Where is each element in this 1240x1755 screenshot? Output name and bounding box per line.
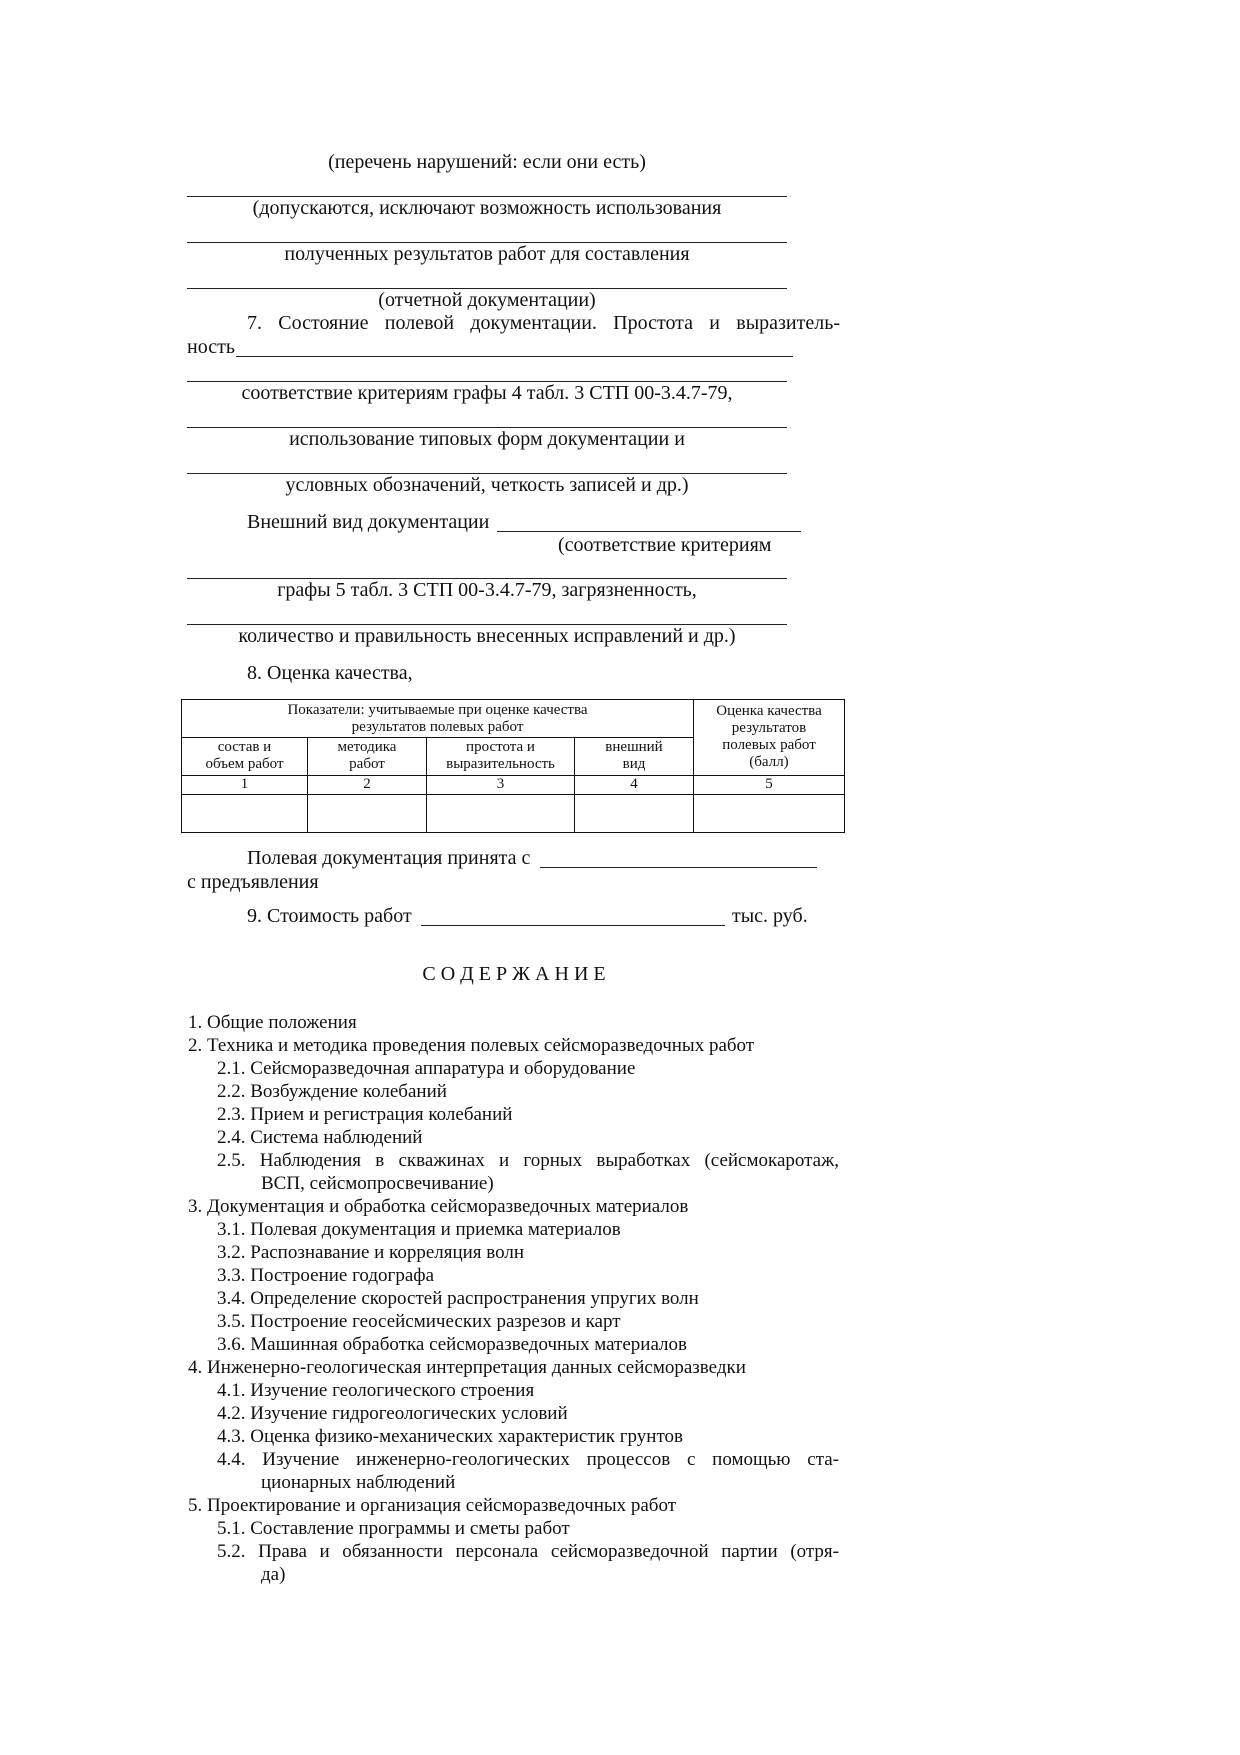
caption-line: графы 5 табл. 3 СТП 00-3.4.7-79, загрязненность, [277,579,697,601]
table-header-simplicity: простота и выразительность [427,738,575,775]
caption-line: соответствие критериям графы 4 табл. 3 СТП 00-3.4.7-79, [241,382,733,404]
accepted-label-cont: с предъявления [187,871,319,893]
cost-unit: тыс. руб. [732,905,808,927]
toc-item[interactable]: 5.1. Составление программы и сметы работ [217,1518,570,1539]
toc-item[interactable]: 3.2. Распознавание и корреляция волн [217,1242,525,1263]
toc-item[interactable]: 3.5. Построение геосейсмических разрезов и карт [217,1311,621,1332]
toc-item[interactable]: 3.1. Полевая документация и приемка материалов [217,1219,621,1240]
table-header-score: Оценка качества результатов полевых работ (балл) [694,700,845,776]
table-cell-empty[interactable] [182,794,308,832]
caption-line: (допускаются, исключают возможность использования [252,197,722,219]
item-7-text: 7. Состояние полевой документации. Простота и выразитель- [247,312,840,334]
toc-item[interactable]: 3.3. Построение годографа [217,1265,435,1286]
toc-item[interactable]: 4.3. Оценка физико-механических характеристик грунтов [217,1426,684,1447]
toc-item[interactable]: 2. Техника и методика проведения полевых сейсморазведочных работ [188,1035,755,1056]
appearance-label: Внешний вид документации [247,511,490,533]
toc-item[interactable]: 5. Проектирование и организация сейсморазведочных работ [188,1495,677,1516]
table-header-appearance: внешний вид [575,738,694,775]
table-col-number: 3 [427,775,575,794]
table-cell-empty[interactable] [575,794,694,832]
violations-caption: (перечень нарушений: если они есть) [328,151,646,173]
table-group-header: Показатели: учитываемые при оценке качества результатов полевых работ [182,700,694,738]
appearance-fill-line[interactable] [497,531,801,532]
accepted-label: Полевая документация принята с [247,847,531,869]
toc-item[interactable]: 3.4. Определение скоростей распространения упругих волн [217,1288,699,1309]
toc-item-cont[interactable]: ВСП, сейсмопросвечивание) [261,1173,494,1194]
cost-fill-line[interactable] [421,925,725,926]
toc-item[interactable]: 2.5. Наблюдения в скважинах и горных выработках (сейсмокаротаж, [217,1150,839,1171]
caption-line: использование типовых форм документации и [289,428,685,450]
toc-item[interactable]: 3. Документация и обработка сейсморазведочных материалов [188,1196,689,1217]
caption-line: полученных результатов работ для составления [284,243,690,265]
toc-item[interactable]: 2.2. Возбуждение колебаний [217,1081,447,1102]
table-header-volume: состав и объем работ [182,738,308,775]
caption-line: (отчетной документации) [378,289,596,311]
toc-item[interactable]: 2.3. Прием и регистрация колебаний [217,1104,513,1125]
accepted-fill-line[interactable] [540,867,817,868]
toc-item-cont[interactable]: да) [261,1564,286,1585]
toc-item[interactable]: 3.6. Машинная обработка сейсморазведочных материалов [217,1334,687,1355]
toc-item-cont[interactable]: ционарных наблюдений [261,1472,456,1493]
table-header-method: методика работ [308,738,427,775]
table-col-number: 5 [694,775,845,794]
toc-title: С О Д Е Р Ж А Н И Е [422,963,606,985]
item-7-text-cont: ность [187,336,235,358]
toc-item[interactable]: 2.1. Сейсморазведочная аппаратура и оборудование [217,1058,636,1079]
quality-table [181,699,845,833]
toc-item[interactable]: 1. Общие положения [188,1012,357,1033]
fill-line[interactable] [236,356,793,357]
toc-item[interactable]: 5.2. Права и обязанности персонала сейсморазведочной партии (отря- [217,1541,839,1562]
toc-item[interactable]: 4.2. Изучение гидрогеологических условий [217,1403,568,1424]
toc-item[interactable]: 2.4. Система наблюдений [217,1127,423,1148]
item-9-label: 9. Стоимость работ [247,905,412,927]
item-8-text: 8. Оценка качества, [247,662,413,684]
toc-item[interactable]: 4.4. Изучение инженерно-геологических процессов с помощью ста- [217,1449,839,1470]
toc-item[interactable]: 4. Инженерно-геологическая интерпретация данных сейсморазведки [188,1357,746,1378]
table-cell-empty[interactable] [694,794,845,832]
caption-line: количество и правильность внесенных исправлений и др.) [238,625,736,647]
caption-line: (соответствие критериям [558,534,772,556]
table-col-number: 4 [575,775,694,794]
toc-item[interactable]: 4.1. Изучение геологического строения [217,1380,535,1401]
table-cell-empty[interactable] [308,794,427,832]
table-col-number: 2 [308,775,427,794]
caption-line: условных обозначений, четкость записей и др.) [285,474,689,496]
table-col-number: 1 [182,775,308,794]
table-cell-empty[interactable] [427,794,575,832]
